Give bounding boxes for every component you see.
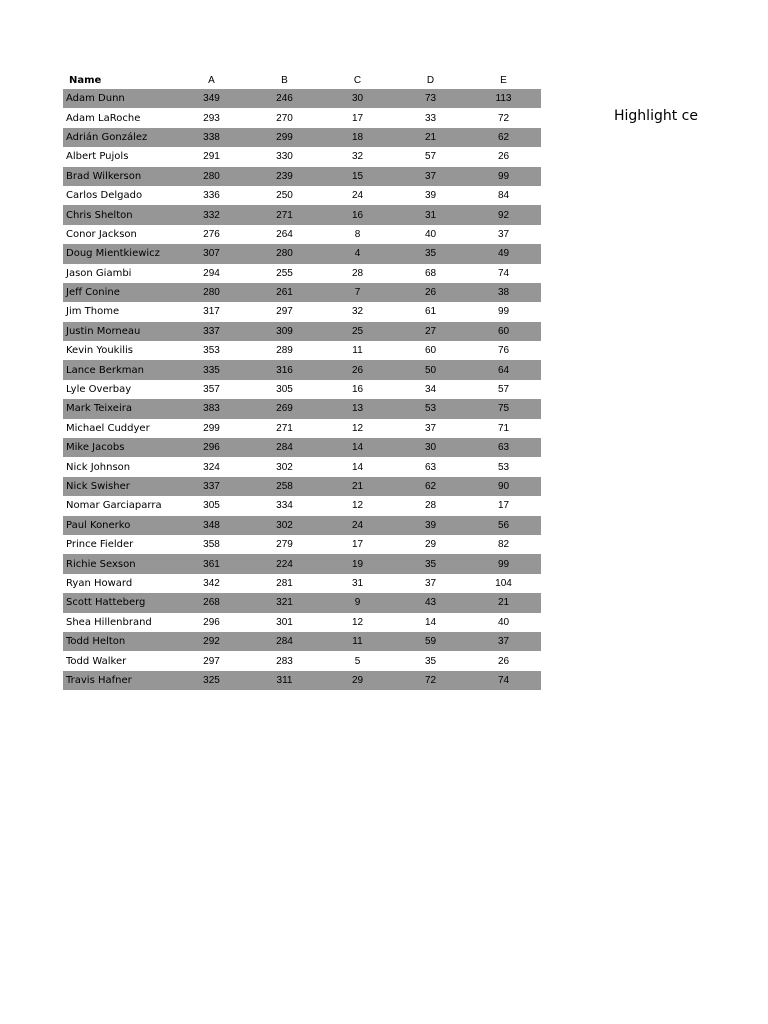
cell-name[interactable]: Prince Fielder bbox=[66, 539, 134, 551]
cell-b[interactable]: 271 bbox=[276, 422, 293, 434]
cell-e[interactable]: 26 bbox=[497, 655, 510, 667]
cell-e[interactable]: 99 bbox=[497, 306, 510, 318]
cell-b[interactable]: 330 bbox=[276, 151, 293, 163]
table-row bbox=[63, 632, 541, 651]
cell-name[interactable]: Nomar Garciaparra bbox=[66, 500, 162, 512]
cell-d[interactable]: 39 bbox=[424, 190, 437, 202]
cell-a[interactable]: 291 bbox=[203, 151, 220, 163]
cell-a[interactable]: 305 bbox=[203, 500, 220, 512]
cell-b[interactable]: 255 bbox=[276, 267, 293, 279]
cell-c[interactable]: 18 bbox=[351, 131, 364, 143]
header-row bbox=[63, 71, 541, 89]
table-row bbox=[63, 516, 541, 535]
cell-e[interactable]: 62 bbox=[497, 131, 510, 143]
table-row bbox=[63, 360, 541, 379]
cell-e[interactable]: 60 bbox=[497, 325, 510, 337]
cell-a[interactable]: 357 bbox=[203, 384, 220, 396]
cell-name[interactable]: Mike Jacobs bbox=[66, 442, 125, 454]
cell-d[interactable]: 28 bbox=[424, 500, 437, 512]
cell-c[interactable]: 11 bbox=[352, 636, 363, 648]
cell-name[interactable]: Brad Wilkerson bbox=[66, 170, 142, 182]
cell-b[interactable]: 264 bbox=[276, 228, 293, 240]
cell-a[interactable]: 353 bbox=[203, 345, 220, 357]
cell-e[interactable]: 72 bbox=[497, 112, 510, 124]
cell-a[interactable]: 332 bbox=[203, 209, 220, 221]
cell-c[interactable]: 28 bbox=[351, 267, 364, 279]
header-d[interactable]: D bbox=[426, 74, 435, 86]
cell-a[interactable]: 349 bbox=[203, 93, 220, 105]
cell-e[interactable]: 75 bbox=[497, 403, 510, 415]
cell-c[interactable]: 25 bbox=[351, 325, 364, 337]
cell-d[interactable]: 68 bbox=[424, 267, 437, 279]
table-row bbox=[63, 477, 541, 496]
cell-d[interactable]: 40 bbox=[424, 228, 437, 240]
cell-d[interactable]: 60 bbox=[424, 345, 437, 357]
cell-c[interactable]: 17 bbox=[351, 112, 364, 124]
cell-a[interactable]: 338 bbox=[203, 131, 220, 143]
cell-d[interactable]: 39 bbox=[424, 519, 437, 531]
cell-name[interactable]: Adam Dunn bbox=[66, 93, 125, 105]
header-name[interactable]: Name bbox=[69, 74, 102, 86]
cell-c[interactable]: 13 bbox=[351, 403, 364, 415]
cell-c[interactable]: 12 bbox=[351, 616, 364, 628]
cell-a[interactable]: 297 bbox=[203, 655, 220, 667]
cell-c[interactable]: 16 bbox=[351, 209, 364, 221]
cell-a[interactable]: 293 bbox=[203, 112, 220, 124]
cell-b[interactable]: 316 bbox=[276, 364, 293, 376]
cell-name[interactable]: Shea Hillenbrand bbox=[66, 616, 152, 628]
cell-name[interactable]: Justin Morneau bbox=[66, 325, 141, 337]
cell-a[interactable]: 342 bbox=[203, 577, 220, 589]
cell-name[interactable]: Albert Pujols bbox=[66, 151, 129, 163]
table-row bbox=[63, 225, 541, 244]
cell-b[interactable]: 281 bbox=[276, 577, 293, 589]
cell-name[interactable]: Lyle Overbay bbox=[66, 384, 132, 396]
cell-a[interactable]: 268 bbox=[203, 597, 220, 609]
cell-e[interactable]: 104 bbox=[495, 577, 512, 589]
cell-e[interactable]: 74 bbox=[497, 674, 510, 686]
cell-e[interactable]: 76 bbox=[497, 345, 510, 357]
cell-name[interactable]: Conor Jackson bbox=[66, 228, 137, 240]
cell-a[interactable]: 294 bbox=[203, 267, 220, 279]
cell-a[interactable]: 292 bbox=[203, 636, 220, 648]
cell-c[interactable]: 19 bbox=[351, 558, 364, 570]
cell-a[interactable]: 280 bbox=[203, 170, 220, 182]
cell-d[interactable]: 63 bbox=[424, 461, 437, 473]
table-row bbox=[63, 496, 541, 515]
cell-b[interactable]: 269 bbox=[276, 403, 293, 415]
cell-name[interactable]: Travis Hafner bbox=[66, 674, 132, 686]
cell-d[interactable]: 53 bbox=[424, 403, 437, 415]
header-b[interactable]: B bbox=[281, 74, 288, 86]
cell-e[interactable]: 17 bbox=[497, 500, 510, 512]
cell-b[interactable]: 258 bbox=[276, 481, 293, 492]
cell-d[interactable]: 26 bbox=[424, 287, 437, 299]
cell-a[interactable]: 348 bbox=[203, 519, 220, 531]
cell-e[interactable]: 63 bbox=[497, 442, 510, 454]
cell-name[interactable]: Todd Walker bbox=[66, 655, 127, 667]
cell-e[interactable]: 84 bbox=[497, 190, 510, 202]
table-body bbox=[63, 89, 541, 690]
cell-a[interactable]: 336 bbox=[203, 190, 220, 202]
cell-c[interactable]: 30 bbox=[351, 93, 364, 105]
cell-a[interactable]: 299 bbox=[203, 422, 220, 434]
cell-b[interactable]: 224 bbox=[276, 558, 293, 570]
cell-c[interactable]: 24 bbox=[351, 190, 364, 202]
cell-e[interactable]: 71 bbox=[497, 422, 510, 434]
cell-c[interactable]: 17 bbox=[351, 539, 364, 551]
cell-b[interactable]: 301 bbox=[276, 616, 293, 628]
cell-c[interactable]: 12 bbox=[351, 500, 364, 512]
cell-d[interactable]: 61 bbox=[424, 306, 437, 318]
cell-d[interactable]: 35 bbox=[424, 248, 437, 260]
cell-e[interactable]: 82 bbox=[497, 539, 510, 551]
cell-e[interactable]: 99 bbox=[497, 170, 510, 182]
table-row bbox=[63, 89, 541, 108]
cell-b[interactable]: 271 bbox=[276, 209, 293, 221]
cell-name[interactable]: Adam LaRoche bbox=[66, 112, 141, 124]
cell-name[interactable]: Mark Teixeira bbox=[66, 403, 132, 415]
cell-a[interactable]: 383 bbox=[203, 403, 220, 415]
cell-e[interactable]: 99 bbox=[497, 558, 510, 570]
table-row bbox=[63, 399, 541, 418]
cell-d[interactable]: 57 bbox=[424, 151, 437, 163]
table-row bbox=[63, 554, 541, 573]
cell-d[interactable]: 72 bbox=[424, 674, 437, 686]
cell-name[interactable]: Kevin Youkilis bbox=[66, 345, 133, 357]
cell-b[interactable]: 283 bbox=[276, 655, 293, 667]
cell-name[interactable]: Lance Berkman bbox=[66, 364, 144, 376]
cell-name[interactable]: Chris Shelton bbox=[66, 209, 133, 221]
table-row bbox=[63, 457, 541, 476]
cell-b[interactable]: 284 bbox=[276, 636, 293, 648]
table-row bbox=[63, 205, 541, 224]
cell-a[interactable]: 337 bbox=[203, 325, 220, 337]
cell-e[interactable]: 37 bbox=[497, 636, 510, 648]
cell-name[interactable]: Adrián González bbox=[66, 131, 148, 143]
cell-name[interactable]: Nick Swisher bbox=[66, 481, 130, 492]
table-row bbox=[63, 108, 541, 127]
cell-a[interactable]: 358 bbox=[203, 539, 220, 551]
cell-b[interactable]: 280 bbox=[276, 248, 293, 260]
header-e[interactable]: E bbox=[500, 74, 507, 86]
cell-a[interactable]: 335 bbox=[203, 364, 220, 376]
table-row bbox=[63, 128, 541, 147]
table-row bbox=[63, 419, 541, 438]
cell-a[interactable]: 307 bbox=[203, 248, 220, 260]
cell-a[interactable]: 337 bbox=[203, 481, 220, 492]
table-row bbox=[63, 593, 541, 612]
cell-c[interactable]: 14 bbox=[351, 461, 364, 473]
cell-a[interactable]: 325 bbox=[203, 674, 220, 686]
cell-b[interactable]: 302 bbox=[276, 461, 293, 473]
cell-d[interactable]: 33 bbox=[424, 112, 437, 124]
cell-c[interactable]: 12 bbox=[351, 422, 364, 434]
cell-b[interactable]: 239 bbox=[276, 170, 293, 182]
cell-e[interactable]: 64 bbox=[497, 364, 510, 376]
cell-name[interactable]: Michael Cuddyer bbox=[66, 422, 150, 434]
table-row bbox=[63, 671, 541, 690]
cell-e[interactable]: 53 bbox=[497, 461, 510, 473]
cell-c[interactable]: 21 bbox=[351, 481, 364, 492]
cell-e[interactable]: 49 bbox=[497, 248, 510, 260]
cell-name[interactable]: Richie Sexson bbox=[66, 558, 136, 570]
cell-c[interactable]: 7 bbox=[354, 287, 361, 299]
cell-d[interactable]: 21 bbox=[424, 131, 437, 143]
cell-d[interactable]: 35 bbox=[424, 655, 437, 667]
table-row bbox=[63, 167, 541, 186]
table-row bbox=[63, 613, 541, 632]
cell-e[interactable]: 92 bbox=[497, 209, 510, 221]
table-row bbox=[63, 322, 541, 341]
table-row bbox=[63, 244, 541, 263]
cell-e[interactable]: 113 bbox=[495, 93, 512, 105]
cell-c[interactable]: 9 bbox=[354, 597, 361, 609]
cell-name[interactable]: Nick Johnson bbox=[66, 461, 131, 473]
cell-b[interactable]: 302 bbox=[276, 519, 293, 531]
cell-b[interactable]: 309 bbox=[276, 325, 293, 337]
cell-d[interactable]: 59 bbox=[424, 636, 437, 648]
cell-name[interactable]: Todd Helton bbox=[66, 636, 126, 648]
table-row bbox=[63, 438, 541, 457]
cell-b[interactable]: 311 bbox=[276, 674, 293, 686]
cell-name[interactable]: Scott Hatteberg bbox=[66, 597, 146, 609]
cell-d[interactable]: 37 bbox=[424, 577, 437, 589]
cell-d[interactable]: 14 bbox=[424, 616, 437, 628]
cell-b[interactable]: 289 bbox=[276, 345, 293, 357]
cell-c[interactable]: 32 bbox=[351, 306, 364, 318]
spreadsheet-table bbox=[63, 71, 541, 690]
cell-e[interactable]: 37 bbox=[497, 228, 510, 240]
cell-c[interactable]: 4 bbox=[354, 248, 361, 260]
table-row bbox=[63, 283, 541, 302]
table-row bbox=[63, 574, 541, 593]
cell-a[interactable]: 296 bbox=[203, 442, 220, 454]
header-c[interactable]: C bbox=[353, 74, 362, 86]
cell-a[interactable]: 324 bbox=[203, 461, 220, 473]
cell-e[interactable]: 38 bbox=[497, 287, 510, 299]
cell-e[interactable]: 74 bbox=[497, 267, 510, 279]
cell-d[interactable]: 29 bbox=[424, 539, 437, 551]
cell-name[interactable]: Carlos Delgado bbox=[66, 190, 143, 202]
cell-d[interactable]: 34 bbox=[424, 384, 437, 396]
header-a[interactable]: A bbox=[208, 74, 215, 86]
cell-name[interactable]: Doug Mientkiewicz bbox=[66, 248, 160, 260]
highlight-note[interactable]: Highlight ce bbox=[614, 108, 698, 124]
cell-b[interactable]: 270 bbox=[276, 112, 293, 124]
cell-b[interactable]: 246 bbox=[276, 93, 293, 105]
cell-a[interactable]: 280 bbox=[203, 287, 220, 299]
cell-c[interactable]: 16 bbox=[351, 384, 364, 396]
cell-e[interactable]: 57 bbox=[497, 384, 510, 396]
table-row bbox=[63, 264, 541, 283]
cell-name[interactable]: Jim Thome bbox=[66, 306, 120, 318]
cell-b[interactable]: 261 bbox=[276, 287, 293, 299]
table-row bbox=[63, 535, 541, 554]
cell-b[interactable]: 250 bbox=[276, 190, 293, 202]
cell-d[interactable]: 37 bbox=[424, 422, 437, 434]
cell-e[interactable]: 21 bbox=[497, 597, 510, 609]
table-row bbox=[63, 302, 541, 321]
table-row bbox=[63, 341, 541, 360]
cell-c[interactable]: 5 bbox=[354, 655, 361, 667]
cell-name[interactable]: Jason Giambi bbox=[66, 267, 132, 279]
cell-a[interactable]: 296 bbox=[203, 616, 220, 628]
cell-b[interactable]: 279 bbox=[276, 539, 293, 551]
cell-a[interactable]: 361 bbox=[203, 558, 220, 570]
cell-d[interactable]: 31 bbox=[424, 209, 437, 221]
cell-e[interactable]: 90 bbox=[497, 481, 510, 492]
cell-d[interactable]: 43 bbox=[424, 597, 437, 609]
cell-c[interactable]: 31 bbox=[351, 577, 364, 589]
cell-d[interactable]: 35 bbox=[424, 558, 437, 570]
cell-e[interactable]: 40 bbox=[497, 616, 510, 628]
cell-b[interactable]: 297 bbox=[276, 306, 293, 318]
cell-d[interactable]: 37 bbox=[424, 170, 437, 182]
cell-c[interactable]: 32 bbox=[351, 151, 364, 163]
cell-d[interactable]: 50 bbox=[424, 364, 437, 376]
cell-name[interactable]: Jeff Conine bbox=[66, 287, 120, 299]
cell-b[interactable]: 299 bbox=[276, 131, 293, 143]
cell-c[interactable]: 14 bbox=[351, 442, 364, 454]
cell-b[interactable]: 305 bbox=[276, 384, 293, 396]
cell-c[interactable]: 15 bbox=[351, 170, 364, 182]
cell-d[interactable]: 62 bbox=[424, 481, 437, 492]
cell-c[interactable]: 8 bbox=[354, 228, 361, 240]
cell-e[interactable]: 56 bbox=[497, 519, 510, 531]
cell-d[interactable]: 30 bbox=[424, 442, 437, 454]
cell-e[interactable]: 26 bbox=[497, 151, 510, 163]
cell-c[interactable]: 29 bbox=[351, 674, 364, 686]
cell-name[interactable]: Paul Konerko bbox=[66, 519, 131, 531]
table-row bbox=[63, 186, 541, 205]
cell-d[interactable]: 73 bbox=[424, 93, 437, 105]
cell-b[interactable]: 321 bbox=[276, 597, 293, 609]
cell-b[interactable]: 284 bbox=[276, 442, 293, 454]
cell-d[interactable]: 27 bbox=[424, 325, 437, 337]
cell-a[interactable]: 276 bbox=[203, 228, 220, 240]
cell-a[interactable]: 317 bbox=[203, 306, 220, 318]
cell-c[interactable]: 26 bbox=[351, 364, 364, 376]
cell-c[interactable]: 24 bbox=[351, 519, 364, 531]
table-row bbox=[63, 651, 541, 670]
cell-name[interactable]: Ryan Howard bbox=[66, 577, 133, 589]
cell-c[interactable]: 11 bbox=[352, 345, 363, 357]
table-row bbox=[63, 380, 541, 399]
table-row bbox=[63, 147, 541, 166]
cell-b[interactable]: 334 bbox=[276, 500, 293, 512]
